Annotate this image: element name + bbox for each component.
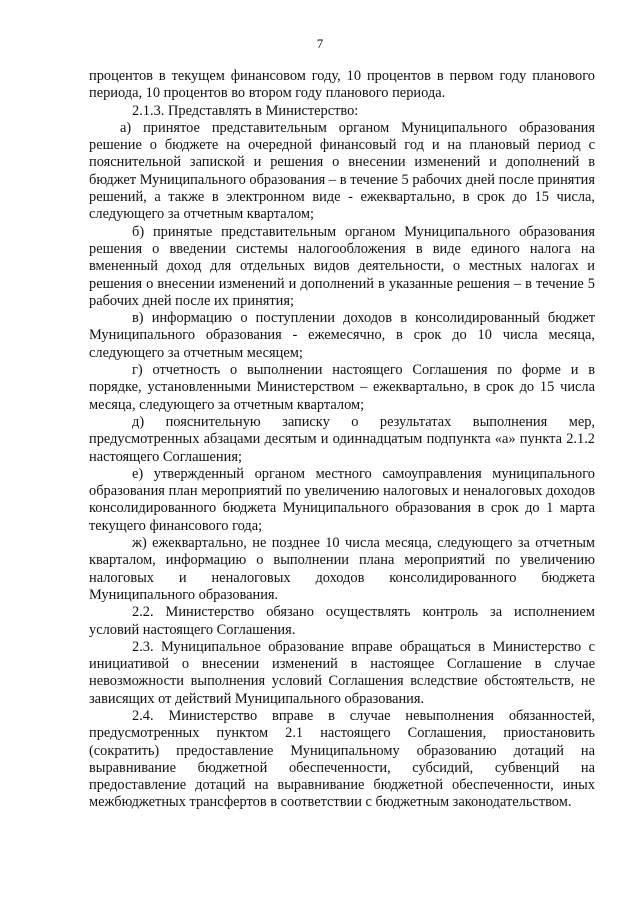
paragraph-continuation: процентов в текущем финансовом году, 10 процентов в первом году планового периода, 10 процентов во втором году планового периода.	[89, 68, 595, 102]
paragraph-2-2: 2.2. Министерство обязано осуществлять контроль за исполнением условий настоящего Соглашения.	[89, 604, 595, 638]
paragraph-2-4: 2.4. Министерство вправе в случае невыполнения обязанностей, предусмотренных пунктом 2.1 настоящего Соглашения, приостановить (сократить) предоставление Муниципальному образованию дотаций на выравнивание бюджетной обеспеченности, субсидий, субвенций на предоставление дотаций на выравнивание бюджетной обеспеченности, иных межбюджетных трансфертов в соответствии с бюджетным законодательством.	[89, 707, 595, 811]
paragraph-item-v: в) информацию о поступлении доходов в консолидированный бюджет Муниципального образования - ежемесячно, в срок до 10 числа месяца, следующего за отчетным месяцем;	[89, 310, 595, 361]
paragraph-item-g: г) отчетность о выполнении настоящего Соглашения по форме и в порядке, установленными Министерством – ежеквартально, в срок до 15 числа месяца, следующего за отчетным кварталом;	[89, 362, 595, 413]
paragraph-item-b: б) принятые представительным органом Муниципального образования решения о введении системы налогообложения в виде единого налога на вмененный доход для отдельных видов деятельности, о местных налогах и решения о внесении изменений и дополнений в указанные решения – в течение 5 рабочих дней после их принятия;	[89, 223, 595, 309]
paragraph-2-1-3-heading: 2.1.3. Представлять в Министерство:	[132, 102, 359, 119]
paragraph-item-d: д) пояснительную записку о результатах выполнения мер, предусмотренных абзацами десятым и одиннадцатым подпункта «а» пункта 2.1.2 настоящего Соглашения;	[89, 413, 595, 465]
paragraph-item-zh: ж) ежеквартально, не позднее 10 числа месяца, следующего за отчетным кварталом, информацию о выполнении плана мероприятий по увеличению налоговых и неналоговых доходов консолидированного бюджета Муниципального образования.	[89, 535, 595, 603]
paragraph-item-e: е) утвержденный органом местного самоуправления муниципального образования план мероприятий по увеличению налоговых и неналоговых доходов консолидированного бюджета Муниципального образования в срок до 1 марта текущего финансового года;	[89, 465, 595, 534]
paragraph-item-a: а) принятое представительным органом Муниципального образования решение о бюджете на очередной финансовый год и на плановый период с пояснительной запиской и решения о внесении изменений и дополнений в бюджет Муниципального образования – в течение 5 рабочих дней после принятия решений, а также в электронном виде - ежеквартально, в срок до 15 числа, следующего за отчетным кварталом;	[89, 119, 595, 223]
document-body	[89, 68, 595, 812]
paragraph-2-3: 2.3. Муниципальное образование вправе обращаться в Министерство с инициативой о внесении изменений в настоящее Соглашение в случае невозможности выполнения условий Соглашения вследствие обстоятельств, не зависящих от действий Муниципального образования.	[89, 638, 595, 707]
page-number: 7	[316, 36, 324, 51]
